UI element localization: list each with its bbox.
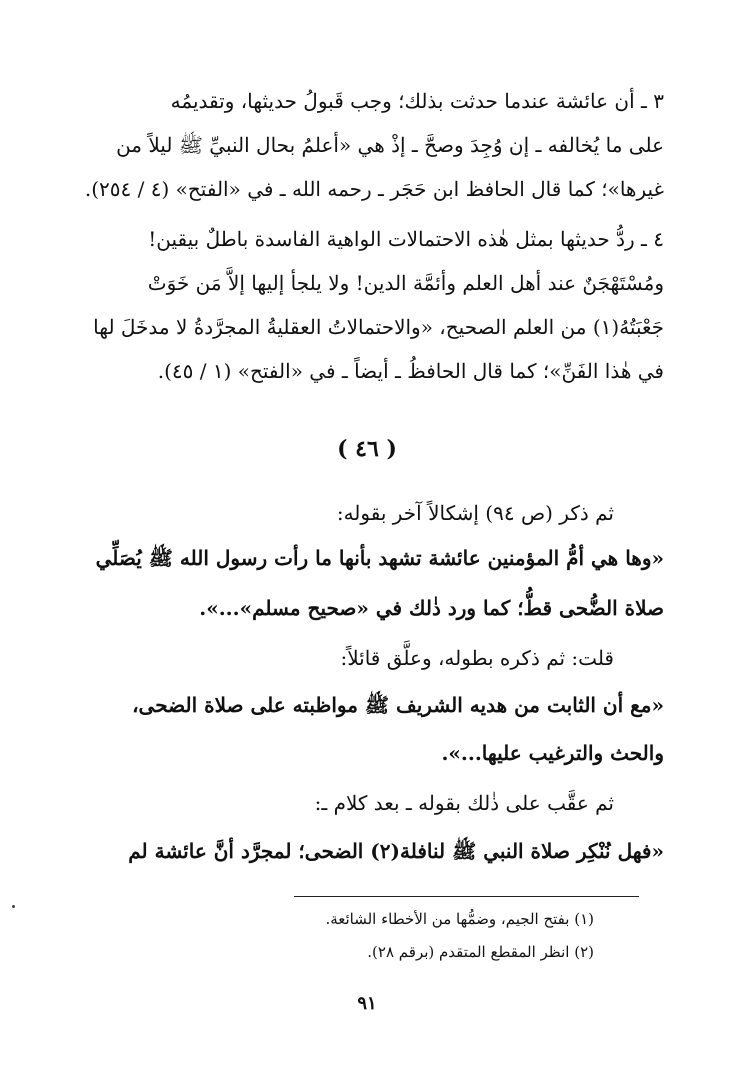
body-line-6: جَعْبَتُهُ(١) من العلم الصحيح، «والاحتمالاتُ العقليةُ المجرَّدةُ لا مدخَلَ لها [93, 315, 664, 339]
section-line-7: ثم عقَّب على ذٰلك بقوله ـ بعد كلام ـ: [314, 791, 614, 815]
footnote-1: (١) بفتح الجيم، وضمُّها من الأخطاء الشائعة. [325, 910, 594, 928]
body-line-3: غيرها»؛ كما قال الحافظ ابن حَجَر ـ رحمه الله ـ في «الفتح» (٤ / ٢٥٤). [84, 177, 664, 201]
body-line-4: ٤ ـ ردُّ حديثها بمثل هٰذه الاحتمالات الواهية الفاسدة باطلٌ بيقين! [148, 227, 664, 251]
footnote-divider [294, 896, 639, 897]
section-line-4: قلت: ثم ذكره بطوله، وعلَّق قائلاً: [340, 646, 614, 670]
body-line-5: ومُسْتَهْجَنٌ عند أهل العلم وأئمَّة الدين! ولا يلجأ إليها إلاَّ مَن خَوَتْ [147, 271, 664, 295]
margin-mark [12, 905, 15, 908]
body-line-7: في هٰذا الفَنِّ»؛ كما قال الحافظُ ـ أيضاً ـ في «الفتح» (١ / ٤٥). [157, 359, 664, 383]
quote-line-1: «وها هي أمُّ المؤمنين عائشة تشهد بأنها ما رأت رسول الله ﷺ يُصَلِّي [95, 546, 664, 570]
footnote-2: (٢) انظر المقطع المتقدم (برقم ٢٨). [367, 943, 594, 961]
quote-line-3: «مع أن الثابت من هديه الشريف ﷺ مواظبته على صلاة الضحى، [132, 693, 664, 717]
page-number: ٩١ [357, 993, 377, 1014]
body-line-1: ٣ ـ أن عائشة عندما حدثت بذلك؛ وجب قَبولُ حديثها، وتقديمُه [170, 89, 664, 113]
quote-line-5: «فهل نُنْكِر صلاة النبي ﷺ لنافلة(٢) الضحى؛ لمجرَّد أنَّ عائشة لم [128, 839, 664, 863]
body-line-2: على ما يُخالفه ـ إن وُجِدَ وصحَّ ـ إذْ هي «أعلمُ بحال النبيِّ ﷺ ليلاً من [116, 133, 664, 157]
quote-line-4: والحث والترغيب عليها...». [441, 741, 664, 765]
section-line-1: ثم ذكر (ص ٩٤) إشكالاً آخر بقوله: [336, 501, 614, 525]
quote-line-2: صلاة الضُّحى قطُّ؛ كما ورد ذٰلك في «صحيح مسلم»...». [199, 596, 664, 620]
section-heading: ( ٤٦ ) [337, 436, 397, 462]
